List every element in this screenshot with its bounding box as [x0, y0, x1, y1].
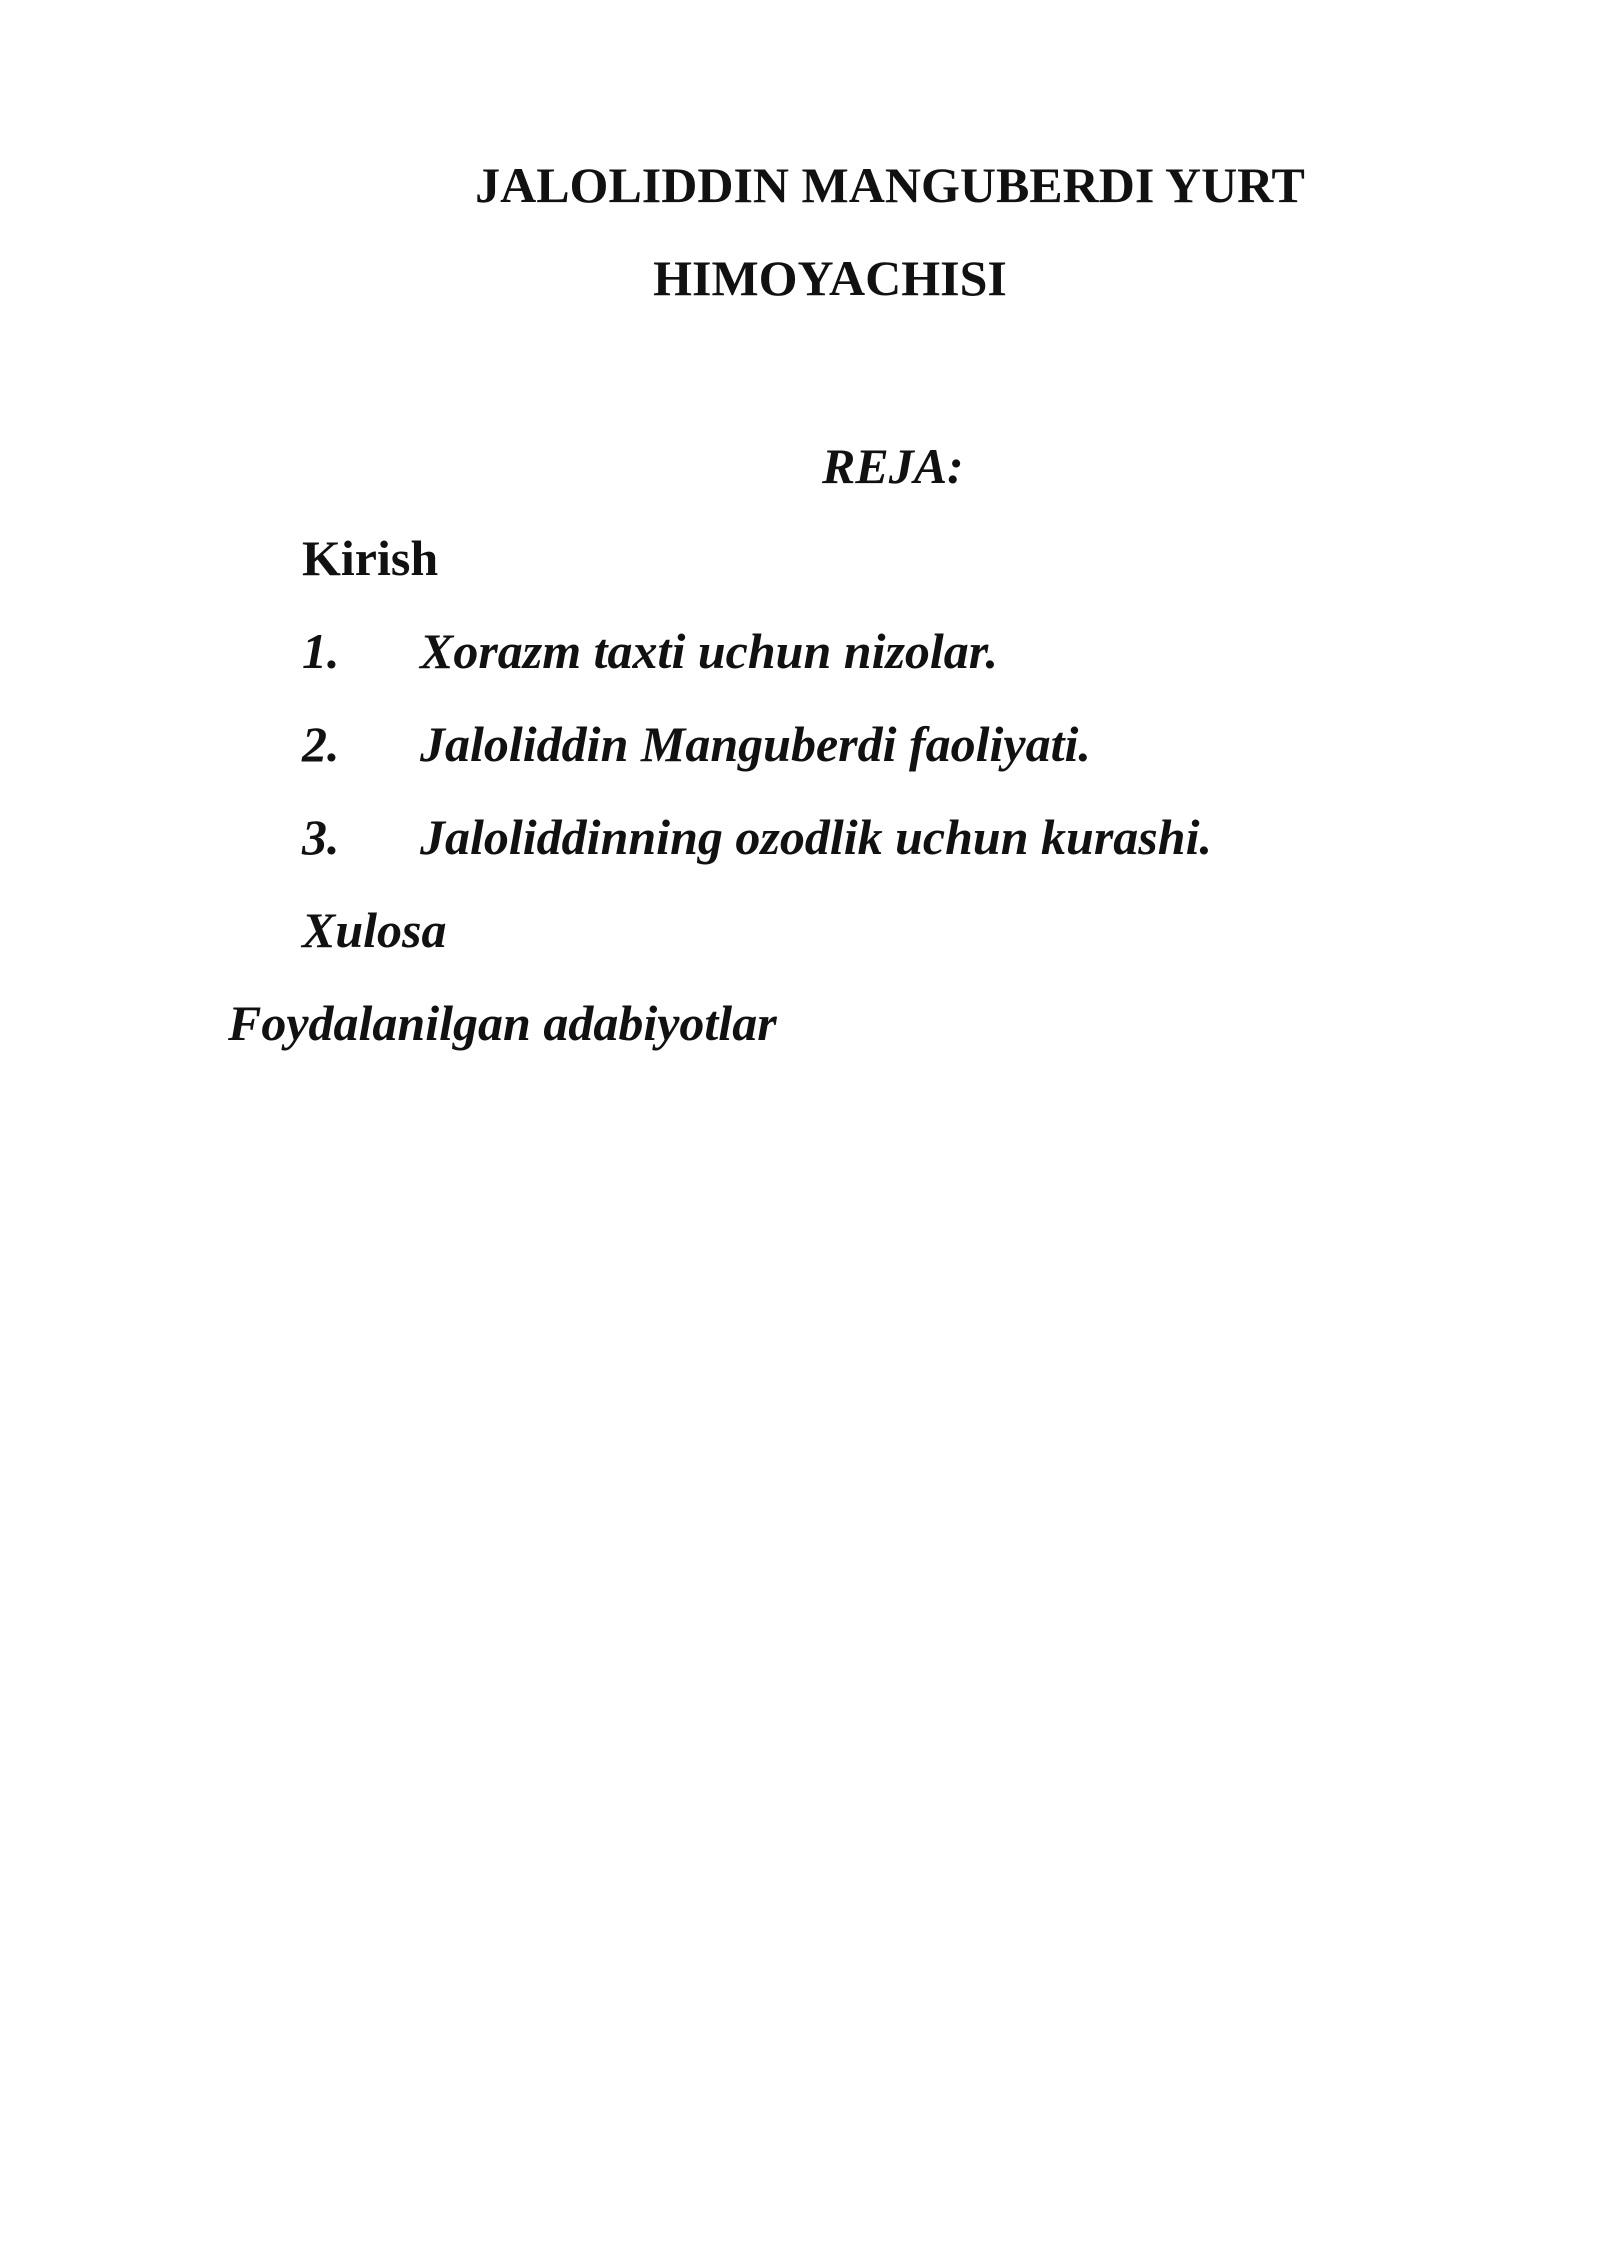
plan-item [302, 714, 1091, 774]
plan-item [302, 807, 1212, 867]
plan-item-number: 1. [302, 623, 340, 679]
document-title-line-2: HIMOYACHISI [653, 250, 1007, 306]
plan-item-number: 3. [302, 809, 340, 865]
plan-item-text: Xorazm taxti uchun nizolar. [420, 623, 999, 679]
plan-item-number: 2. [302, 716, 340, 772]
plan-references: Foydalanilgan adabiyotlar [228, 995, 777, 1051]
plan-conclusion: Xulosa [302, 902, 447, 958]
document-title-line-1: JALOLIDDIN MANGUBERDI YURT [475, 157, 1305, 213]
plan-intro: Kirish [302, 530, 439, 586]
plan-item-text: Jaloliddinning ozodlik uchun kurashi. [420, 809, 1212, 865]
plan-heading: REJA: [822, 438, 964, 494]
plan-item-text: Jaloliddin Manguberdi faoliyati. [420, 716, 1091, 772]
plan-item [302, 621, 998, 681]
